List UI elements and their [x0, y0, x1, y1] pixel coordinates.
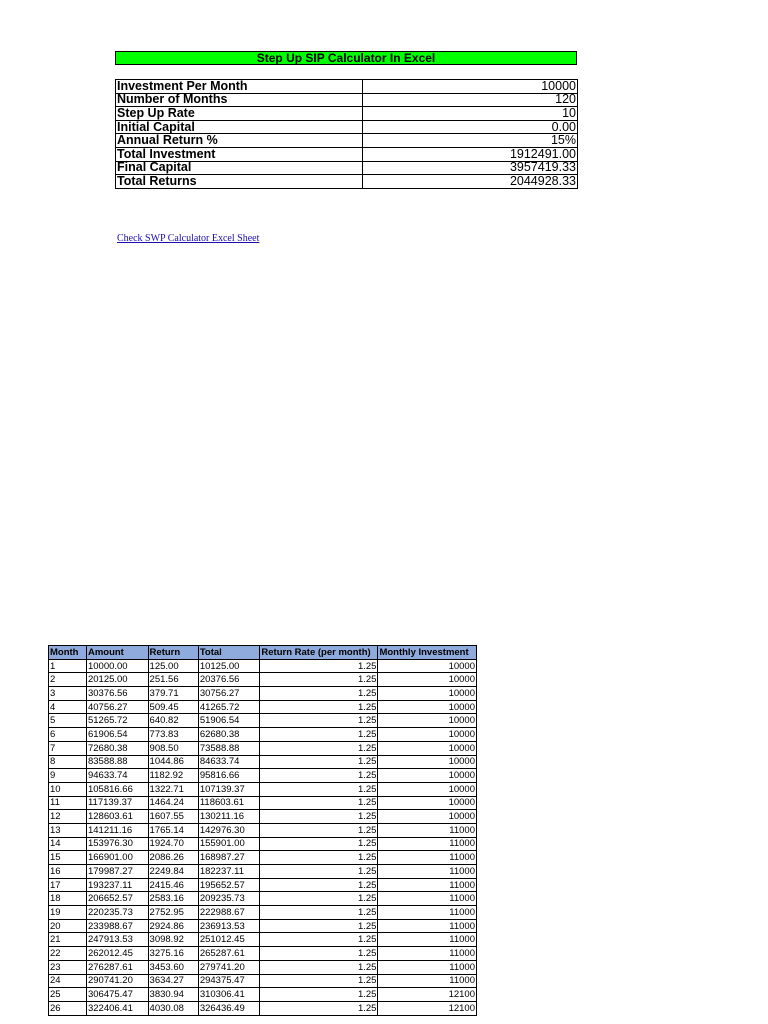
table-row	[49, 906, 477, 920]
table-cell[interactable]: 8	[49, 755, 87, 769]
table-cell[interactable]: 142976.30	[198, 823, 260, 837]
table-row	[49, 823, 477, 837]
table-cell[interactable]: 193237.11	[86, 878, 148, 892]
summary-table	[115, 79, 578, 189]
summary-body	[116, 80, 578, 189]
table-row	[49, 851, 477, 865]
table-cell[interactable]: 1607.55	[148, 810, 198, 824]
table-cell[interactable]: 2924.86	[148, 919, 198, 933]
table-row	[49, 988, 477, 1002]
table-cell[interactable]: 22	[49, 947, 87, 961]
table-cell[interactable]: 1.25	[260, 728, 378, 742]
table-cell[interactable]: 20125.00	[86, 673, 148, 687]
table-cell[interactable]: 21	[49, 933, 87, 947]
table-cell[interactable]: 1.25	[260, 878, 378, 892]
table-cell[interactable]: 12	[49, 810, 87, 824]
table-cell[interactable]: 322406.41	[86, 1001, 148, 1015]
table-cell[interactable]: 11000	[378, 974, 477, 988]
table-cell[interactable]: 10000	[378, 810, 477, 824]
table-cell[interactable]: 10000	[378, 769, 477, 783]
table-cell[interactable]: 11000	[378, 933, 477, 947]
table-cell[interactable]: 1322.71	[148, 782, 198, 796]
table-cell[interactable]: 1.25	[260, 714, 378, 728]
table-cell[interactable]: 155901.00	[198, 837, 260, 851]
table-cell[interactable]: 1.25	[260, 947, 378, 961]
table-cell[interactable]: 2086.26	[148, 851, 198, 865]
table-cell[interactable]: 1.25	[260, 810, 378, 824]
table-cell[interactable]: 1765.14	[148, 823, 198, 837]
table-cell[interactable]: 10	[49, 782, 87, 796]
summary-label: Final Capital	[116, 161, 363, 175]
table-cell[interactable]: 11000	[378, 865, 477, 879]
table-cell[interactable]: 236913.53	[198, 919, 260, 933]
table-cell[interactable]: 10000	[378, 728, 477, 742]
table-cell[interactable]: 10125.00	[198, 659, 260, 673]
table-cell[interactable]: 251.56	[148, 673, 198, 687]
table-cell[interactable]: 206652.57	[86, 892, 148, 906]
table-cell[interactable]: 94633.74	[86, 769, 148, 783]
table-cell[interactable]: 23	[49, 960, 87, 974]
table-cell[interactable]: 11000	[378, 851, 477, 865]
table-row	[49, 960, 477, 974]
table-cell[interactable]: 209235.73	[198, 892, 260, 906]
table-row	[49, 837, 477, 851]
table-cell[interactable]: 1.25	[260, 865, 378, 879]
table-cell[interactable]: 10000	[378, 714, 477, 728]
summary-label: Initial Capital	[116, 120, 363, 134]
table-cell[interactable]: 1.25	[260, 769, 378, 783]
table-cell[interactable]: 51906.54	[198, 714, 260, 728]
summary-value[interactable]: 3957419.33	[363, 161, 578, 175]
table-cell[interactable]: 10000	[378, 796, 477, 810]
table-cell[interactable]: 1.25	[260, 823, 378, 837]
table-row	[49, 810, 477, 824]
table-cell[interactable]: 84633.74	[198, 755, 260, 769]
table-cell[interactable]: 11	[49, 796, 87, 810]
table-cell[interactable]: 107139.37	[198, 782, 260, 796]
table-row	[49, 892, 477, 906]
table-cell[interactable]: 19	[49, 906, 87, 920]
table-row	[49, 865, 477, 879]
summary-row	[116, 80, 578, 94]
table-cell[interactable]: 509.45	[148, 700, 198, 714]
table-cell[interactable]: 62680.38	[198, 728, 260, 742]
table-row	[49, 933, 477, 947]
table-cell[interactable]: 11000	[378, 906, 477, 920]
summary-label: Annual Return %	[116, 134, 363, 148]
summary-value[interactable]: 120	[363, 93, 578, 107]
summary-value[interactable]: 10000	[363, 80, 578, 94]
table-cell[interactable]: 2415.46	[148, 878, 198, 892]
table-row	[49, 974, 477, 988]
column-header: Total	[198, 646, 260, 660]
table-cell[interactable]: 12100	[378, 1001, 477, 1015]
table-cell[interactable]: 306475.47	[86, 988, 148, 1002]
table-row	[49, 659, 477, 673]
table-cell[interactable]: 3830.94	[148, 988, 198, 1002]
table-row	[49, 878, 477, 892]
column-header: Return	[148, 646, 198, 660]
summary-value[interactable]: 0.00	[363, 120, 578, 134]
table-cell[interactable]: 5	[49, 714, 87, 728]
table-cell[interactable]: 83588.88	[86, 755, 148, 769]
table-cell[interactable]: 1464.24	[148, 796, 198, 810]
table-cell[interactable]: 6	[49, 728, 87, 742]
table-cell[interactable]: 118603.61	[198, 796, 260, 810]
table-cell[interactable]: 1044.86	[148, 755, 198, 769]
table-cell[interactable]: 51265.72	[86, 714, 148, 728]
table-cell[interactable]: 166901.00	[86, 851, 148, 865]
table-cell[interactable]: 908.50	[148, 741, 198, 755]
table-cell[interactable]: 11000	[378, 960, 477, 974]
table-cell[interactable]: 773.83	[148, 728, 198, 742]
table-cell[interactable]: 222988.67	[198, 906, 260, 920]
table-cell[interactable]: 2752.95	[148, 906, 198, 920]
table-cell[interactable]: 220235.73	[86, 906, 148, 920]
table-cell[interactable]: 2249.84	[148, 865, 198, 879]
table-cell[interactable]: 1.25	[260, 933, 378, 947]
summary-value[interactable]: 2044928.33	[363, 175, 578, 189]
table-cell[interactable]: 7	[49, 741, 87, 755]
summary-label: Number of Months	[116, 93, 363, 107]
table-body	[49, 659, 477, 1015]
table-cell[interactable]: 153976.30	[86, 837, 148, 851]
summary-label: Step Up Rate	[116, 107, 363, 121]
table-cell[interactable]: 3275.16	[148, 947, 198, 961]
table-cell[interactable]: 18	[49, 892, 87, 906]
table-cell[interactable]: 11000	[378, 878, 477, 892]
table-cell[interactable]: 10000	[378, 673, 477, 687]
table-cell[interactable]: 20	[49, 919, 87, 933]
table-cell[interactable]: 11000	[378, 837, 477, 851]
table-cell[interactable]: 72680.38	[86, 741, 148, 755]
table-cell[interactable]: 10000.00	[86, 659, 148, 673]
table-row	[49, 673, 477, 687]
table-cell[interactable]: 1924.70	[148, 837, 198, 851]
table-cell[interactable]: 294375.47	[198, 974, 260, 988]
column-header: Return Rate (per month)	[260, 646, 378, 660]
summary-row	[116, 147, 578, 161]
summary-row	[116, 175, 578, 189]
summary-value[interactable]: 10	[363, 107, 578, 121]
table-cell[interactable]: 15	[49, 851, 87, 865]
table-cell[interactable]: 326436.49	[198, 1001, 260, 1015]
table-cell[interactable]: 1.25	[260, 741, 378, 755]
table-cell[interactable]: 95816.66	[198, 769, 260, 783]
table-row	[49, 1001, 477, 1015]
table-cell[interactable]: 379.71	[148, 687, 198, 701]
table-cell[interactable]: 11000	[378, 947, 477, 961]
monthly-data-table	[48, 645, 477, 1016]
table-row	[49, 796, 477, 810]
table-cell[interactable]: 128603.61	[86, 810, 148, 824]
table-cell[interactable]: 3634.27	[148, 974, 198, 988]
table-cell[interactable]: 1.25	[260, 906, 378, 920]
summary-value[interactable]: 1912491.00	[363, 147, 578, 161]
column-header: Monthly Investment	[378, 646, 477, 660]
summary-label: Investment Per Month	[116, 80, 363, 94]
table-cell[interactable]: 168987.27	[198, 851, 260, 865]
table-cell[interactable]: 233988.67	[86, 919, 148, 933]
table-cell[interactable]: 1.25	[260, 1001, 378, 1015]
table-cell[interactable]: 195652.57	[198, 878, 260, 892]
table-cell[interactable]: 1.25	[260, 851, 378, 865]
table-cell[interactable]: 1.25	[260, 782, 378, 796]
table-cell[interactable]: 130211.16	[198, 810, 260, 824]
table-cell[interactable]: 10000	[378, 782, 477, 796]
table-cell[interactable]: 182237.11	[198, 865, 260, 879]
table-cell[interactable]: 265287.61	[198, 947, 260, 961]
swp-calculator-link[interactable]: Check SWP Calculator Excel Sheet	[117, 233, 260, 244]
table-row	[49, 755, 477, 769]
table-cell[interactable]: 61906.54	[86, 728, 148, 742]
table-cell[interactable]: 2	[49, 673, 87, 687]
table-row	[49, 947, 477, 961]
table-cell[interactable]: 10000	[378, 687, 477, 701]
table-cell[interactable]: 4	[49, 700, 87, 714]
table-row	[49, 687, 477, 701]
table-header-row	[49, 646, 477, 660]
table-row	[49, 769, 477, 783]
table-cell[interactable]: 73588.88	[198, 741, 260, 755]
table-cell[interactable]: 247913.53	[86, 933, 148, 947]
table-cell[interactable]: 10000	[378, 700, 477, 714]
table-cell[interactable]: 9	[49, 769, 87, 783]
table-cell[interactable]: 1.25	[260, 892, 378, 906]
table-cell[interactable]: 1.25	[260, 988, 378, 1002]
column-header: Amount	[86, 646, 148, 660]
table-cell[interactable]: 640.82	[148, 714, 198, 728]
summary-row	[116, 134, 578, 148]
table-cell[interactable]: 1.25	[260, 659, 378, 673]
table-cell[interactable]: 10000	[378, 755, 477, 769]
table-cell[interactable]: 4030.08	[148, 1001, 198, 1015]
table-cell[interactable]: 1	[49, 659, 87, 673]
table-cell[interactable]: 1.25	[260, 687, 378, 701]
table-cell[interactable]: 10000	[378, 741, 477, 755]
table-cell[interactable]: 41265.72	[198, 700, 260, 714]
table-cell[interactable]: 11000	[378, 892, 477, 906]
table-cell[interactable]: 1.25	[260, 919, 378, 933]
table-cell[interactable]: 13	[49, 823, 87, 837]
table-row	[49, 714, 477, 728]
table-cell[interactable]: 16	[49, 865, 87, 879]
table-cell[interactable]: 276287.61	[86, 960, 148, 974]
table-cell[interactable]: 12100	[378, 988, 477, 1002]
summary-row	[116, 93, 578, 107]
table-cell[interactable]: 25	[49, 988, 87, 1002]
table-cell[interactable]: 40756.27	[86, 700, 148, 714]
table-cell[interactable]: 11000	[378, 823, 477, 837]
table-cell[interactable]: 1.25	[260, 673, 378, 687]
summary-value[interactable]: 15%	[363, 134, 578, 148]
table-cell[interactable]: 290741.20	[86, 974, 148, 988]
table-cell[interactable]: 1.25	[260, 960, 378, 974]
table-row	[49, 700, 477, 714]
table-cell[interactable]: 179987.27	[86, 865, 148, 879]
table-cell[interactable]: 105816.66	[86, 782, 148, 796]
table-cell[interactable]: 1.25	[260, 700, 378, 714]
table-cell[interactable]: 310306.41	[198, 988, 260, 1002]
table-cell[interactable]: 24	[49, 974, 87, 988]
table-cell[interactable]: 117139.37	[86, 796, 148, 810]
table-cell[interactable]: 251012.45	[198, 933, 260, 947]
column-header: Month	[49, 646, 87, 660]
summary-row	[116, 107, 578, 121]
table-cell[interactable]: 1.25	[260, 796, 378, 810]
table-cell[interactable]: 3	[49, 687, 87, 701]
summary-row	[116, 120, 578, 134]
table-cell[interactable]: 2583.16	[148, 892, 198, 906]
table-cell[interactable]: 30756.27	[198, 687, 260, 701]
table-row	[49, 741, 477, 755]
page-title: Step Up SIP Calculator In Excel	[115, 51, 577, 65]
table-cell[interactable]: 1.25	[260, 755, 378, 769]
table-cell[interactable]: 17	[49, 878, 87, 892]
table-cell[interactable]: 1.25	[260, 974, 378, 988]
table-row	[49, 919, 477, 933]
summary-row	[116, 161, 578, 175]
summary-label: Total Returns	[116, 175, 363, 189]
table-cell[interactable]: 1.25	[260, 837, 378, 851]
table-cell[interactable]: 3098.92	[148, 933, 198, 947]
table-cell[interactable]: 125.00	[148, 659, 198, 673]
table-cell[interactable]: 20376.56	[198, 673, 260, 687]
table-cell[interactable]: 3453.60	[148, 960, 198, 974]
table-row	[49, 782, 477, 796]
table-cell[interactable]: 30376.56	[86, 687, 148, 701]
table-cell[interactable]: 26	[49, 1001, 87, 1015]
table-cell[interactable]: 262012.45	[86, 947, 148, 961]
table-cell[interactable]: 279741.20	[198, 960, 260, 974]
table-cell[interactable]: 10000	[378, 659, 477, 673]
table-cell[interactable]: 1182.92	[148, 769, 198, 783]
table-row	[49, 728, 477, 742]
summary-label: Total Investment	[116, 147, 363, 161]
table-cell[interactable]: 141211.16	[86, 823, 148, 837]
table-cell[interactable]: 14	[49, 837, 87, 851]
table-cell[interactable]: 11000	[378, 919, 477, 933]
